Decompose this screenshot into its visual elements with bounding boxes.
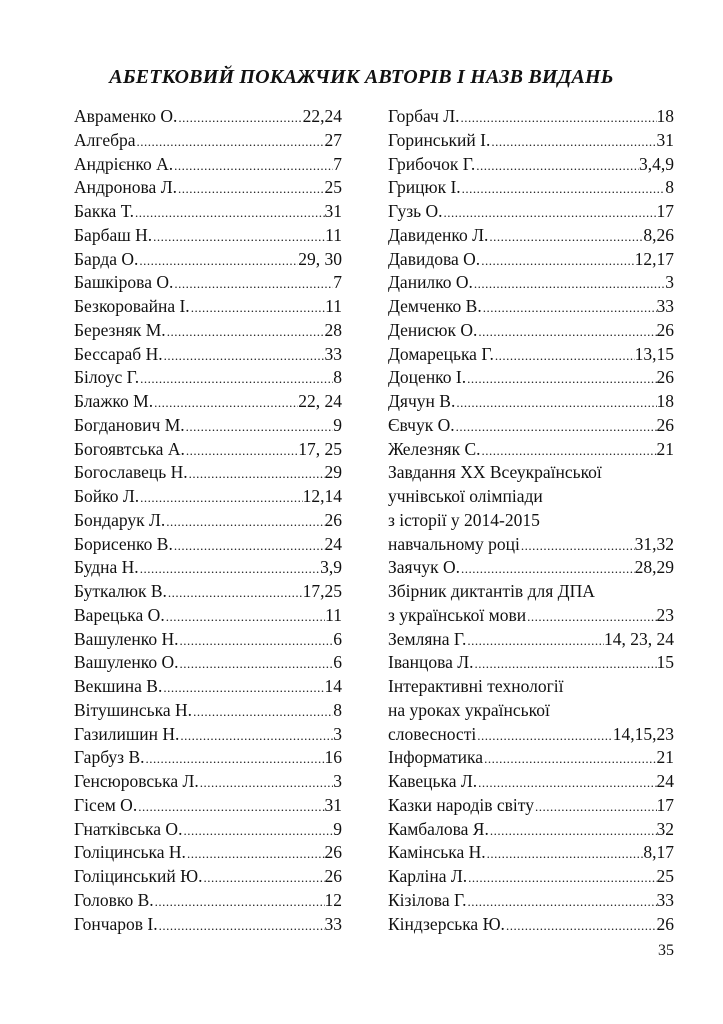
leader-dots (455, 391, 656, 414)
index-entry (388, 580, 674, 604)
entry-page-ref: 21 (656, 438, 674, 459)
entry-name: Грицюк І. (388, 177, 461, 198)
leader-dots (173, 154, 333, 177)
entry-page-ref: 31,32 (634, 533, 674, 554)
leader-dots (173, 272, 333, 295)
index-entry (388, 533, 674, 557)
entry-page-ref: 28 (324, 319, 342, 340)
entry-page-ref: 25 (656, 866, 674, 886)
entry-name: Данилко О. (388, 272, 473, 293)
entry-name: Борисенко В. (74, 533, 173, 554)
leader-dots (186, 842, 325, 865)
index-entry (74, 129, 342, 153)
leader-dots (494, 344, 635, 367)
entry-page-ref: 9 (333, 414, 342, 435)
index-entry (74, 628, 342, 652)
index-entry (388, 105, 674, 129)
leader-dots (177, 177, 325, 200)
leader-dots (455, 415, 657, 438)
entry-page-ref: 16 (324, 747, 342, 768)
index-title: АБЕТКОВИЙ ПОКАЖЧИК АВТОРІВ І НАЗВ ВИДАНЬ (109, 66, 614, 88)
leader-dots (185, 415, 334, 438)
entry-name: Гісем О. (74, 794, 138, 815)
entry-page-ref: 24 (324, 533, 342, 554)
index-entry (74, 224, 342, 248)
leader-dots (167, 581, 303, 604)
entry-name: Земляна Г. (388, 628, 467, 649)
leader-dots (459, 106, 656, 129)
entry-name: на уроках української (388, 699, 550, 720)
entry-name: Буткалюк В. (74, 581, 167, 601)
index-entry (388, 153, 674, 177)
entry-name: Голіцинський Ю. (74, 866, 203, 886)
leader-dots (460, 557, 635, 580)
index-entry (74, 390, 342, 414)
leader-dots (520, 534, 635, 557)
entry-page-ref: 33 (656, 889, 674, 910)
entry-name: Камінська Н. (388, 842, 486, 863)
entry-name: навчальному році (388, 533, 520, 554)
entry-name: Домарецька Г. (388, 343, 494, 364)
entry-page-ref: 11 (325, 224, 342, 245)
entry-name: Гарбуз В. (74, 747, 145, 768)
entry-name: Безкоровайна І. (74, 296, 190, 316)
entry-name: Горбач Л. (388, 106, 460, 126)
entry-name: Іванцова Л. (388, 652, 474, 673)
index-entry (388, 651, 674, 675)
index-entry (388, 295, 674, 319)
leader-dots (185, 439, 298, 462)
index-entry (74, 580, 342, 604)
index-entry (388, 699, 674, 723)
entry-name: Давиденко Л. (388, 224, 489, 245)
index-entry (388, 746, 674, 770)
entry-page-ref: 7 (333, 153, 342, 174)
index-entry (388, 556, 674, 580)
leader-dots (188, 462, 325, 485)
entry-name: Вітушинська Н. (74, 699, 193, 720)
entry-name: Давидова О. (388, 248, 481, 269)
index-entry (74, 295, 342, 319)
entry-name: Головко В. (74, 889, 154, 910)
entry-page-ref: 8 (665, 177, 674, 198)
leader-dots (461, 177, 666, 200)
entry-page-ref: 17, 25 (298, 438, 342, 459)
entry-page-ref: 14, 23, 24 (604, 628, 674, 649)
entry-name: Башкірова О. (74, 272, 174, 293)
entry-name: Варецька О. (74, 604, 165, 625)
entry-name: Голіцинська Н. (74, 842, 186, 863)
entry-page-ref: 9 (333, 818, 342, 839)
entry-name: Демченко В. (388, 296, 482, 316)
index-entry (74, 509, 342, 533)
entry-name: Вашуленко О. (74, 652, 179, 673)
entry-name: Будна Н. (74, 557, 139, 578)
leader-dots (505, 914, 657, 937)
leader-dots (474, 652, 657, 675)
index-entry (74, 200, 342, 224)
entry-page-ref: 12,14 (302, 486, 342, 506)
leader-dots (199, 771, 333, 794)
entry-name: Барбаш Н. (74, 224, 153, 245)
entry-name: Збірник диктантів для ДПА (388, 581, 595, 601)
leader-dots (139, 367, 333, 390)
entry-name: Камбалова Я. (388, 818, 489, 839)
index-entry (388, 366, 674, 390)
leader-dots (166, 320, 325, 343)
entry-name: Доценко І. (388, 367, 467, 388)
index-column-right (388, 105, 674, 936)
entry-page-ref: 8 (333, 699, 342, 720)
leader-dots (179, 652, 334, 675)
entry-page-ref: 29, 30 (298, 248, 342, 269)
index-entry (74, 556, 342, 580)
index-entry (74, 248, 342, 272)
entry-name: Кізілова Г. (388, 889, 467, 910)
index-entry (388, 865, 674, 889)
entry-name: Завдання XX Всеукраїнської (388, 462, 602, 483)
entry-page-ref: 8,17 (643, 842, 674, 863)
index-entry (74, 533, 342, 557)
index-entry (74, 438, 342, 462)
entry-name: Білоус Г. (74, 367, 140, 388)
leader-dots (154, 890, 325, 913)
entry-page-ref: 3,4,9 (639, 153, 674, 174)
leader-dots (179, 724, 333, 747)
index-entry (388, 889, 674, 913)
index-entry (74, 414, 342, 438)
entry-name: Алгебра (74, 129, 136, 150)
entry-page-ref: 26 (656, 414, 674, 435)
leader-dots (139, 486, 302, 509)
entry-name: з історії у 2014-2015 (388, 509, 540, 530)
entry-page-ref: 26 (324, 509, 342, 530)
entry-page-ref: 6 (333, 652, 342, 673)
index-entry (74, 841, 342, 865)
entry-page-ref: 15 (656, 652, 674, 673)
entry-page-ref: 21 (656, 747, 674, 768)
entry-name: Бессараб Н. (74, 343, 163, 364)
leader-dots (136, 130, 325, 153)
index-entry (74, 485, 342, 509)
index-entry (74, 366, 342, 390)
entry-name: Гузь О. (388, 201, 443, 221)
leader-dots (153, 391, 298, 414)
entry-page-ref: 17 (656, 794, 674, 815)
index-entry (74, 865, 342, 889)
entry-page-ref: 17 (656, 201, 674, 221)
leader-dots (442, 201, 656, 224)
index-entry (74, 699, 342, 723)
index-entry (388, 770, 674, 794)
leader-dots (486, 842, 644, 865)
index-entry (388, 818, 674, 842)
leader-dots (173, 534, 325, 557)
leader-dots (134, 201, 324, 224)
leader-dots (466, 629, 604, 652)
leader-dots (158, 914, 325, 937)
entry-page-ref: 26 (324, 842, 342, 863)
entry-name: Грибочок Г. (388, 153, 476, 174)
index-entry (388, 343, 674, 367)
entry-name: Гнатківська О. (74, 818, 183, 839)
index-entry (388, 485, 674, 509)
index-entry (74, 105, 342, 129)
leader-dots (165, 510, 324, 533)
entry-page-ref: 6 (333, 628, 342, 649)
entry-name: з української мови (388, 604, 527, 625)
leader-dots (152, 225, 325, 248)
index-entry (74, 319, 342, 343)
leader-dots (182, 819, 333, 842)
leader-dots (165, 605, 325, 628)
leader-dots (477, 320, 656, 343)
entry-page-ref: 11 (325, 296, 342, 316)
leader-dots (467, 890, 657, 913)
entry-page-ref: 12 (324, 889, 342, 910)
entry-page-ref: 8 (333, 367, 342, 388)
index-entry (74, 913, 342, 937)
entry-name: Заячук О. (388, 557, 461, 578)
entry-page-ref: 27 (324, 129, 342, 150)
index-entry (74, 604, 342, 628)
entry-name: Інформатика (388, 747, 484, 768)
leader-dots (139, 557, 320, 580)
index-entry (388, 509, 674, 533)
entry-name: словесності (388, 723, 477, 744)
entry-name: Березняк М. (74, 319, 166, 340)
leader-dots (203, 866, 325, 889)
leader-dots (475, 154, 639, 177)
leader-dots (190, 296, 325, 319)
index-entry (388, 176, 674, 200)
entry-page-ref: 25 (324, 177, 342, 198)
entry-page-ref: 3 (333, 771, 342, 791)
leader-dots (138, 249, 298, 272)
entry-page-ref: 14 (324, 676, 342, 696)
entry-page-ref: 31 (324, 794, 342, 815)
entry-name: Євчук О. (388, 414, 455, 435)
entry-name: Бондарук Л. (74, 509, 166, 530)
entry-name: Богданович М. (74, 414, 185, 435)
leader-dots (476, 724, 613, 747)
entry-page-ref: 18 (656, 106, 674, 126)
entry-page-ref: 22, 24 (298, 391, 342, 411)
leader-dots (473, 272, 665, 295)
leader-dots (467, 866, 656, 889)
leader-dots (489, 819, 657, 842)
entry-page-ref: 8,26 (643, 224, 674, 245)
entry-page-ref: 26 (656, 367, 674, 388)
entry-page-ref: 7 (333, 272, 342, 293)
entry-page-ref: 26 (324, 866, 342, 886)
leader-dots (179, 629, 334, 652)
entry-name: Богоявтська А. (74, 438, 185, 459)
leader-dots (162, 676, 324, 699)
index-entry (74, 176, 342, 200)
index-entry (74, 818, 342, 842)
index-entry (74, 889, 342, 913)
entry-name: Кіндзерська Ю. (388, 913, 505, 934)
entry-name: Бойко Л. (74, 486, 140, 506)
leader-dots (145, 747, 325, 770)
entry-page-ref: 13,15 (634, 343, 674, 364)
index-entry (74, 794, 342, 818)
leader-dots (163, 344, 325, 367)
index-entry (74, 770, 342, 794)
leader-dots (534, 795, 657, 818)
leader-dots (488, 225, 643, 248)
leader-dots (481, 439, 657, 462)
index-entry (74, 746, 342, 770)
entry-name: Андрієнко А. (74, 153, 174, 174)
leader-dots (177, 106, 302, 129)
leader-dots (192, 700, 333, 723)
entry-name: Газилишин Н. (74, 723, 180, 744)
leader-dots (526, 605, 656, 628)
entry-name: Денисюк О. (388, 319, 478, 340)
entry-page-ref: 23 (656, 604, 674, 625)
entry-page-ref: 32 (656, 818, 674, 839)
entry-page-ref: 3,9 (320, 557, 342, 578)
leader-dots (466, 367, 656, 390)
index-entry (388, 913, 674, 937)
index-entry (74, 343, 342, 367)
entry-name: Дячун В. (388, 391, 456, 411)
entry-name: Генсюровська Л. (74, 771, 199, 791)
entry-page-ref: 26 (656, 913, 674, 934)
entry-name: Інтерактивні технології (388, 676, 564, 696)
index-entry (74, 723, 342, 747)
entry-name: Карліна Л. (388, 866, 468, 886)
index-entry (388, 129, 674, 153)
entry-name: Казки народів світу (388, 794, 534, 815)
index-entry (388, 319, 674, 343)
index-entry (388, 414, 674, 438)
entry-name: Бакка Т. (74, 201, 135, 221)
index-entry (388, 224, 674, 248)
index-entry (74, 675, 342, 699)
index-entry (388, 841, 674, 865)
index-entry (74, 461, 342, 485)
entry-page-ref: 33 (324, 343, 342, 364)
index-entry (74, 153, 342, 177)
entry-page-ref: 31 (656, 129, 674, 150)
entry-name: Векшина В. (74, 676, 163, 696)
leader-dots (483, 747, 656, 770)
index-entry (388, 438, 674, 462)
index-entry (388, 723, 674, 747)
entry-name: Богославець Н. (74, 462, 188, 483)
index-entry (388, 604, 674, 628)
index-entry (388, 390, 674, 414)
entry-page-ref: 33 (656, 296, 674, 316)
page-number: 35 (658, 942, 674, 959)
entry-name: Вашуленко Н. (74, 628, 179, 649)
entry-name: Железняк С. (388, 438, 481, 459)
entry-page-ref: 11 (325, 604, 342, 625)
index-entry (74, 271, 342, 295)
entry-page-ref: 26 (656, 319, 674, 340)
entry-page-ref: 29 (324, 462, 342, 483)
leader-dots (137, 795, 324, 818)
entry-page-ref: 31 (324, 201, 342, 221)
entry-name: Авраменко О. (74, 106, 178, 126)
entry-page-ref: 12,17 (634, 248, 674, 269)
entry-page-ref: 33 (324, 913, 342, 934)
entry-page-ref: 22,24 (302, 106, 342, 126)
leader-dots (480, 249, 634, 272)
entry-page-ref: 3 (333, 723, 342, 744)
index-entry (388, 271, 674, 295)
entry-name: учнівської олімпіади (388, 486, 543, 506)
leader-dots (490, 130, 656, 153)
entry-name: Горинський І. (388, 129, 491, 150)
leader-dots (477, 771, 656, 794)
index-entry (388, 794, 674, 818)
index-entry (388, 461, 674, 485)
entry-name: Андронова Л. (74, 177, 177, 198)
entry-name: Блажко М. (74, 391, 154, 411)
entry-name: Кавецька Л. (388, 771, 478, 791)
index-entry (74, 651, 342, 675)
index-entry (388, 675, 674, 699)
entry-page-ref: 14,15,23 (612, 723, 674, 744)
index-column-left (74, 105, 342, 936)
index-entry (388, 248, 674, 272)
entry-page-ref: 28,29 (634, 557, 674, 578)
entry-name: Барда О. (74, 248, 139, 269)
leader-dots (482, 296, 657, 319)
index-entry (388, 200, 674, 224)
entry-page-ref: 17,25 (302, 581, 342, 601)
index-entry (388, 628, 674, 652)
entry-name: Гончаров І. (74, 913, 158, 934)
entry-page-ref: 3 (665, 272, 674, 293)
entry-page-ref: 24 (656, 771, 674, 791)
entry-page-ref: 18 (656, 391, 674, 411)
